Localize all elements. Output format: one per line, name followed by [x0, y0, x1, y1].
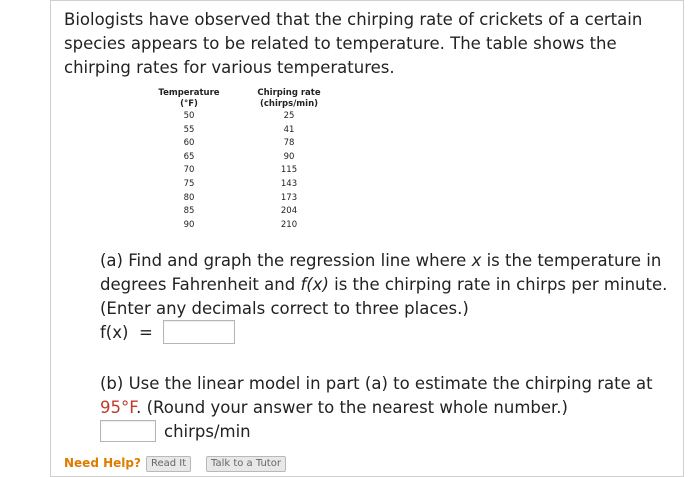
table-row [140, 151, 340, 165]
part-b-prompt: (b) Use the linear model in part (a) to estimate the chirping rate at 95°F. (Round your answer to the nearest whole number.) [100, 374, 653, 417]
fx-label: f(x) = [100, 322, 153, 342]
table-row [140, 137, 340, 151]
fx-answer-row [100, 320, 235, 344]
chirping-rate-cell: 78 [283, 138, 295, 149]
temperature-cell: 70 [183, 165, 195, 176]
header-chirping-rate: Chirping rate (chirps/min) [257, 88, 321, 109]
temperature-cell: 80 [183, 192, 195, 203]
chirping-rate-cell: 25 [283, 111, 295, 121]
chirp-rate-input[interactable] [100, 420, 156, 442]
temperature-cell: 50 [183, 111, 195, 121]
chirping-rate-cell: 173 [280, 192, 298, 203]
temperature-cell: 65 [183, 151, 195, 162]
fx-input[interactable] [163, 320, 235, 344]
chirping-rate-cell: 210 [280, 219, 298, 230]
temperature-cell: 60 [183, 138, 195, 149]
read-it-button[interactable]: Read It [146, 456, 191, 472]
table-row [140, 219, 340, 233]
need-help-label: Need Help? [64, 456, 141, 470]
rate-answer-row [100, 420, 251, 442]
unit-label: chirps/min [164, 421, 251, 441]
table-row [140, 124, 340, 138]
chirping-rate-cell: 204 [280, 206, 298, 217]
temperature-cell: 55 [183, 124, 195, 135]
table-row [140, 164, 340, 178]
temperature-cell: 85 [183, 206, 195, 217]
table-row [140, 205, 340, 219]
temperature-cell: 90 [183, 219, 195, 230]
table-row [140, 110, 340, 124]
header-temperature: Temperature (°F) [158, 88, 220, 109]
question-intro: Biologists have observed that the chirping rate of crickets of a certain species appears to be related to temperature. The table shows the chirping rates for various temperatures. [64, 10, 643, 77]
chirping-rate-cell: 143 [280, 178, 298, 189]
temperature-cell: 75 [183, 178, 195, 189]
chirping-rate-cell: 115 [280, 165, 298, 176]
table-row [140, 192, 340, 206]
talk-to-tutor-button[interactable]: Talk to a Tutor [206, 456, 286, 472]
data-table [140, 88, 340, 232]
chirping-rate-cell: 90 [283, 151, 295, 162]
chirping-rate-cell: 41 [283, 124, 295, 135]
part-a-prompt: (a) Find and graph the regression line where x is the temperature in degrees Fahrenheit and f(x) is the chirping rate in chirps per minute. (Enter any decimals correct to three places.) [100, 251, 668, 318]
table-row [140, 178, 340, 192]
